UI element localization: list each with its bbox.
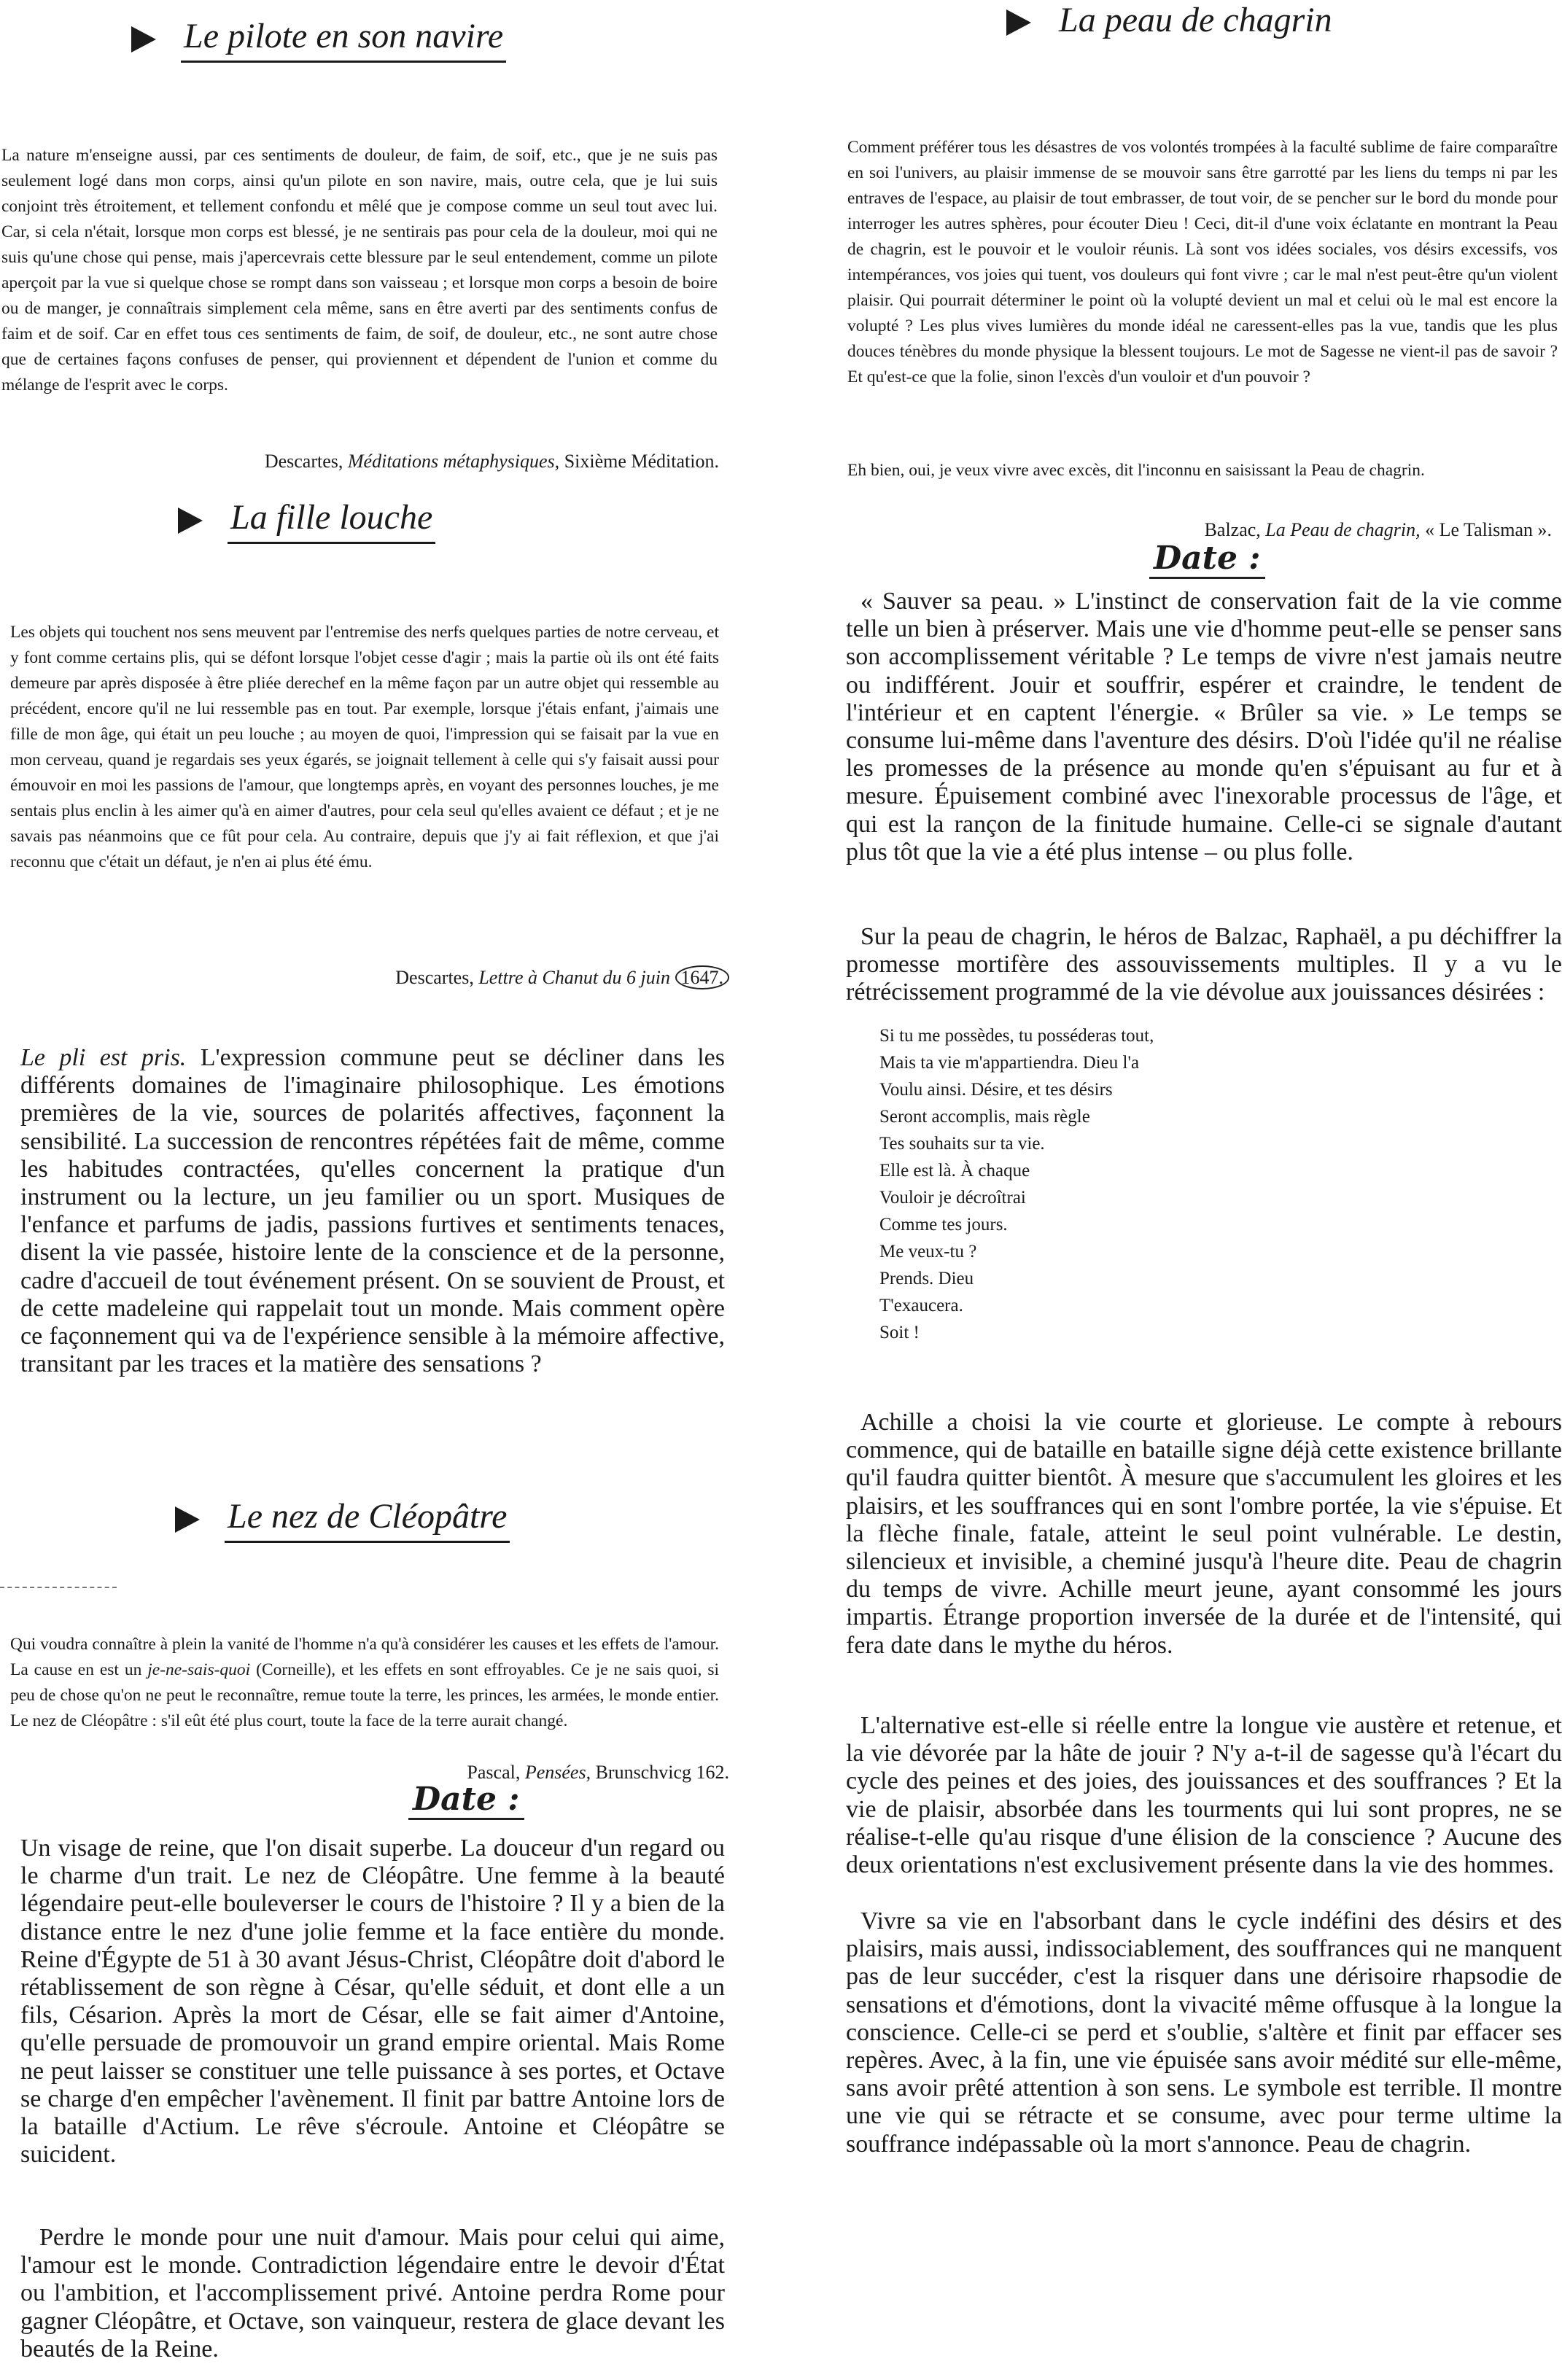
section-heading-pilote [131, 16, 506, 63]
poem-talisman [879, 1022, 1244, 1346]
section-heading-chagrin [1006, 0, 1335, 44]
citation: Descartes, Méditations métaphysiques, Sixième Méditation. [264, 451, 719, 472]
poem-line: Mais ta vie m'appartiendra. Dieu l'a [879, 1053, 1140, 1073]
poem-line: Prends. Dieu [879, 1269, 974, 1288]
arrow-icon [131, 26, 156, 52]
commentary-vivre-sa-vie: Vivre sa vie en l'absorbant dans le cycle indéfini des désirs et des plaisirs, mais aussi, indissociablement, des souffrances qui ne manquent pas de leur succéder, c'est la risquer dans une dérisoire rhapsodie de sensations et d'émotions, dont la vivacité même offusque à la longue la conscience. Celle-ci se perd et s'oublie, s'altère et finit par effacer ses repères. Avec, à la fin, une vie épuisée sans avoir médité sur elle-même, sans avoir prêté attention à son sens. Le symbole est terrible. Il montre une vie qui se rétracte et se consume, avec pour terme ultime la souffrance indépassable où la mort s'annonce. Peau de chagrin. [846, 1908, 1562, 2158]
section-title: Le pilote en son navire [181, 16, 506, 63]
excerpt-descartes-lettre: Les objets qui touchent nos sens meuvent par l'entremise des nerfs quelques parties de notre cerveau, et y font comme certains plis, qui se défont lorsque l'objet cesse d'agir ; mais la partie où ils ont été faits demeure par après disposée à être pliée derechef en la même façon par un autre objet qui ressemble au précédent, encore qu'il ne lui ressemble pas en tout. Par exemple, lorsque j'étais enfant, j'aimais une fille de mon âge, qui était un peu louche ; au moyen de quoi, l'impression qui se faisait par la vue en mon cerveau, quand je regardais ses yeux égarés, se joignait tellement à celle qui s'y faisait aussi pour émouvoir en moi les passions de l'amour, que longtemps après, en voyant des personnes louches, je me sentais plus enclin à les aimer qu'à en aimer d'autres, pour cela seul qu'elles avaient ce défaut ; et je ne savais pas néanmoins que ce fût pour cela. Au contraire, depuis que j'y ai fait réflexion, et que j'ai reconnu que c'était un défaut, je n'en ai plus été ému. [10, 623, 719, 871]
arrow-icon [178, 508, 203, 534]
commentary-achille: Achille a choisi la vie courte et glorieuse. Le compte à rebours commence, qui de bataille en bataille signe déjà cette existence brillante qu'il faudra quitter bientôt. À mesure que s'accumulent les gloires et les plaisirs, et les souffrances qui en sont l'ombre portée, la vie s'épuise. Et la flèche finale, fatale, atteint le seul point vulnérable. Le destin, silencieux et invisible, a cheminé jusqu'à l'heure dite. Peau de chagrin du temps de vivre. Achille meurt jeune, ayant consommé les jours impartis. Étrange proportion inversée de la durée et de l'intensité, qui fera date dans le mythe du héros. [846, 1409, 1562, 1659]
poem-line: Soit ! [879, 1323, 920, 1342]
citation: Pascal, Pensées, Brunschvicg 162. [467, 1762, 729, 1783]
divider [0, 1587, 117, 1588]
commentary-raphael: Sur la peau de chagrin, le héros de Balzac, Raphaël, a pu déchiffrer la promesse mortifère des assouvissements multiples. Il y a vu le rétrécissement programmé de la vie dévolue aux jouissances désirées : [846, 923, 1562, 1006]
citation: Descartes, Lettre à Chanut du 6 juin 1647. [146, 967, 729, 989]
handwritten-date: Date : [1149, 540, 1265, 579]
commentary-cleopatre-p2: Perdre le monde pour une nuit d'amour. Mais pour celui qui aime, l'amour est le monde. Contradiction légendaire entre le devoir d'État ou l'ambition, et l'accomplissement privé. Antoine perdra Rome pour gagner Cléopâtre, et Octave, son vainqueur, restera de glace devant les beautés de la Reine. [20, 2224, 725, 2362]
poem-line: T'exaucera. [879, 1296, 963, 1315]
citation: Balzac, La Peau de chagrin, « Le Talisman ». [1204, 519, 1552, 540]
excerpt-balzac-end: Eh bien, oui, je veux vivre avec excès, dit l'inconnu en saisissant la Peau de chagrin. [847, 461, 1425, 480]
commentary-alternative: L'alternative est-elle si réelle entre la longue vie austère et retenue, et la vie dévorée par la hâte de jouir ? N'y a-t-il de sagesse qu'à l'écart du cycle des peines et des joies, des jouissances et des souffrances ? Et la vie de plaisir, absorbée dans les tourments qui lui sont propres, ne se réalise-t-elle qu'au risque d'une élision de la conscience ? Aucune des deux orientations n'est exclusivement présente dans la vie des hommes. [846, 1712, 1562, 1879]
excerpt-pascal-pensees: Qui voudra connaître à plein la vanité de l'homme n'a qu'à considérer les causes et les effets de l'amour. La cause en est un je-ne-sais-quoi (Corneille), et les effets en sont effroyables. Ce je ne sais quoi, si peu de chose qu'on ne peut le reconnaître, remue toute la terre, les princes, les armées, le monde entier. Le nez de Cléopâtre : s'il eût été plus court, toute la face de la terre aurait changé. [10, 1635, 719, 1730]
poem-line: Comme tes jours. [879, 1215, 1008, 1234]
section-title: La fille louche [228, 497, 435, 544]
handwritten-date: Date : [408, 1781, 524, 1820]
section-heading-nez [175, 1496, 510, 1543]
poem-line: Tes souhaits sur ta vie. [879, 1134, 1045, 1154]
arrow-icon [1006, 9, 1031, 36]
poem-line: Voulu ainsi. Désire, et tes désirs [879, 1080, 1113, 1100]
section-heading-fille [178, 497, 435, 544]
poem-line: Vouloir je décroîtrai [879, 1188, 1026, 1208]
excerpt-balzac: Comment préférer tous les désastres de vos volontés trompées à la faculté sublime de faire comparaître en soi l'univers, au plaisir immense de se mouvoir sans être garrotté par les liens du temps ni par les entraves de l'espace, au plaisir de tout embrasser, de tout voir, de se pencher sur le bord du monde pour interroger les autres sphères, pour écouter Dieu ! Ceci, dit-il d'une voix éclatante en montrant la Peau de chagrin, est le pouvoir et le vouloir réunis. Là sont vos idées sociales, vos désirs excessifs, vos intempérances, vos joies qui tuent, vos douleurs qui font vivre ; car le mal n'est peut-être qu'un violent plaisir. Qui pourrait déterminer le point où la volupté devient un mal et celui où le mal est encore la volupté ? Les plus vives lumières du monde idéal ne caressent-elles pas la vue, tandis que les plus douces ténèbres du monde physique la blessent toujours. Le mot de Sagesse ne vient-il pas de savoir ? Et qu'est-ce que la folie, sinon l'excès d'un vouloir et d'un pouvoir ? [847, 138, 1558, 386]
poem-line: Si tu me possèdes, tu posséderas tout, [879, 1026, 1154, 1046]
section-title: Le nez de Cléopâtre [225, 1496, 510, 1543]
excerpt-descartes-meditations: La nature m'enseigne aussi, par ces sentiments de douleur, de faim, de soif, etc., que je ne suis pas seulement logé dans mon corps, ainsi qu'un pilote en son navire, mais, outre cela, que je lui suis conjoint très étroitement, et tellement confondu et mêlé que je compose comme un seul tout avec lui. Car, si cela n'était, lorsque mon corps est blessé, je ne sentirais pas pour cela de la douleur, moi qui ne suis qu'une chose qui pense, mais j'apercevrais cette blessure par le seul entendement, comme un pilote aperçoit par la vue si quelque chose se rompt dans son vaisseau ; et lorsque mon corps a besoin de boire ou de manger, je connaîtrais simplement cela même, sans en être averti par des sentiments confus de faim et de soif. Car en effet tous ces sentiments de faim, de soif, de douleur, etc., ne sont autre chose que de certaines façons confuses de penser, qui proviennent et dépendent de l'union et comme du mélange de l'esprit avec le corps. [1, 146, 718, 394]
commentary-sauver-sa-peau: « Sauver sa peau. » L'instinct de conservation fait de la vie comme telle un bien à préserver. Mais une vie d'homme peut-elle se penser sans son accomplissement véritable ? Le temps de vivre n'est jamais neutre ou indifférent. Jouir et souffrir, espérer et craindre, le tendent de l'intérieur et en captent l'énergie. « Brûler sa vie. » Le temps se consume lui-même dans l'aventure des désirs. D'où l'idée qu'il ne réalise les promesses de la présence au monde qu'en s'épuisant au fur et à mesure. Épuisement combiné avec l'inexorable processus de l'âge, et qui est la rançon de la finitude humaine. Celle-ci se signale d'autant plus tôt que la vie a été plus intense – ou plus folle. [846, 588, 1562, 866]
poem-line: Me veux-tu ? [879, 1242, 977, 1261]
commentary-cleopatre-p1: Un visage de reine, que l'on disait superbe. La douceur d'un regard ou le charme d'un trait. Le nez de Cléopâtre. Une femme à la beauté légendaire peut-elle bouleverser le cours de l'histoire ? Il y a bien de la distance entre le nez d'une jolie femme et la face entière du monde. Reine d'Égypte de 51 à 30 avant Jésus-Christ, Cléopâtre doit d'abord le rétablissement de son règne à César, qu'elle séduit, et dont elle a un fils, Césarion. Après la mort de César, elle se fait aimer d'Antoine, qu'elle persuade de promouvoir un grand empire oriental. Mais Rome ne peut laisser se constituer une telle puissance à ses portes, et Octave se charge d'en empêcher l'avènement. Il finit par battre Antoine lors de la bataille d'Actium. Le rêve s'écroule. Antoine et Cléopâtre se suicident. [20, 1835, 725, 2169]
arrow-icon [175, 1506, 200, 1533]
commentary-pli: Le pli est pris. L'expression commune peut se décliner dans les différents domaines de l'imaginaire philosophique. Les émotions premières de la vie, sources de polarités affectives, façonnent la sensibilité. La succession de rencontres répétées fait de même, comme les habitudes contractées, qu'elles concernent la pratique d'un instrument ou la lecture, un jeu familier ou un sport. Musiques de l'enfance et parfums de jadis, passions furtives et sentiments tenaces, disent la vie passée, histoire lente de la conscience et de la personne, cadre d'accueil de tout événement présent. On se souvient de Proust, et de cette madeleine qui rappelait tout un monde. Mais comment opère ce façonnement qui va de l'expérience sensible à la mémoire affective, transitant par les traces et la matière des sensations ? [20, 1044, 725, 1378]
section-title: La peau de chagrin [1059, 1, 1332, 39]
poem-line: Elle est là. À chaque [879, 1161, 1030, 1181]
poem-line: Seront accomplis, mais règle [879, 1107, 1090, 1127]
